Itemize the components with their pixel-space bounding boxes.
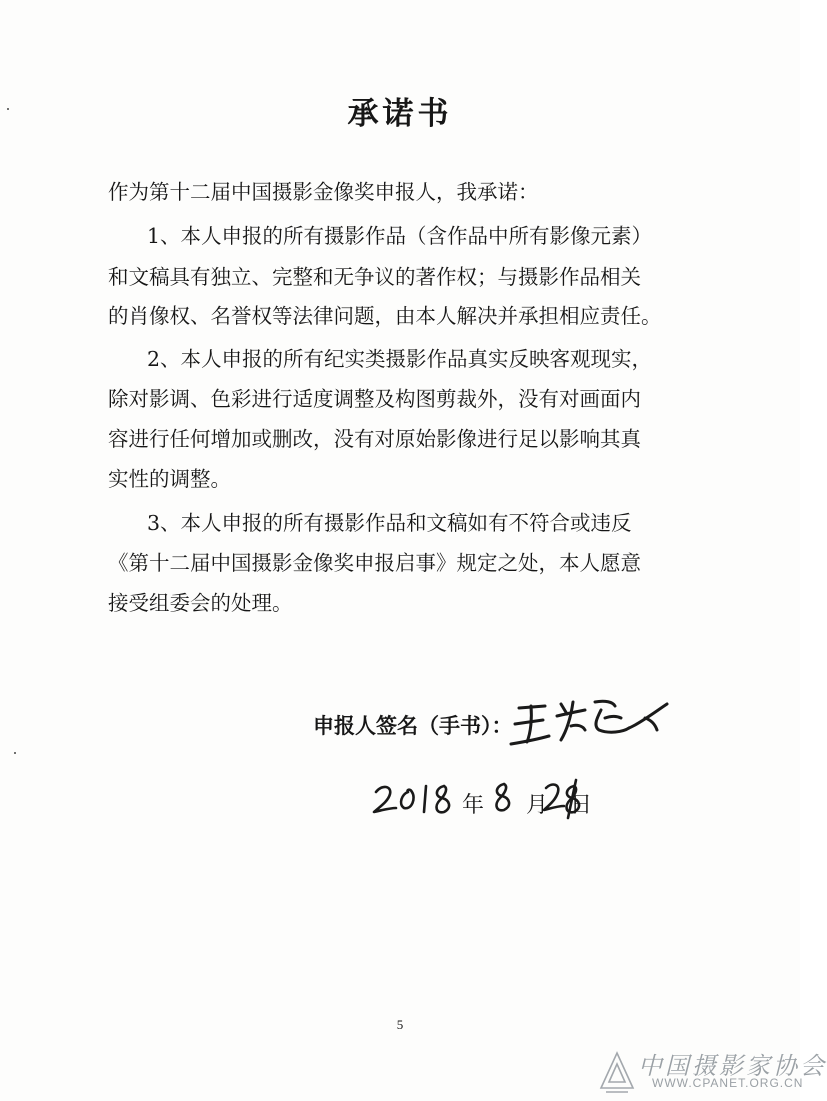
clause-1-line-3: 的肖像权、名誉权等法律问题，由本人解决并承担相应责任。 [108,304,662,328]
clause-1-line-2: 和文稿具有独立、完整和无争议的著作权；与摄影作品相关 [108,265,641,289]
scan-speck [14,752,16,754]
watermark-url: WWW.CPANET.ORG.CN [652,1076,804,1090]
date-month-char: 月 [526,793,549,818]
signature-label: 申报人签名（手书）： [313,713,513,738]
clause-3-line-2: 《第十二届中国摄影金像奖申报启事》规定之处，本人愿意 [108,551,641,575]
document-title: 承诺书 [347,96,453,132]
watermark-org-name: 中国摄影家协会 [638,1052,827,1080]
intro-line: 作为第十二届中国摄影金像奖申报人，我承诺： [108,180,539,204]
clause-1-line-1: 1、本人申报的所有摄影作品（含作品中所有影像元素） [147,224,653,248]
handwritten-signature [505,690,675,755]
clause-2-line-3: 容进行任何增加或删改，没有对原始影像进行足以影响其真 [108,427,641,451]
clause-3-line-1: 3、本人申报的所有摄影作品和文稿如有不符合或违反 [147,511,632,535]
clause-2-line-2: 除对影调、色彩进行适度调整及构图剪裁外，没有对画面内 [108,387,641,411]
clause-2-line-1: 2、本人申报的所有纪实类摄影作品真实反映客观现实， [147,347,653,371]
watermark-logo-icon [598,1050,636,1094]
date-year-char: 年 [462,793,485,818]
clause-2-line-4: 实性的调整。 [108,467,231,491]
date-day-char: 日 [570,793,593,818]
clause-3-line-3: 接受组委会的处理。 [108,591,293,615]
page-number: 5 [396,1017,404,1032]
